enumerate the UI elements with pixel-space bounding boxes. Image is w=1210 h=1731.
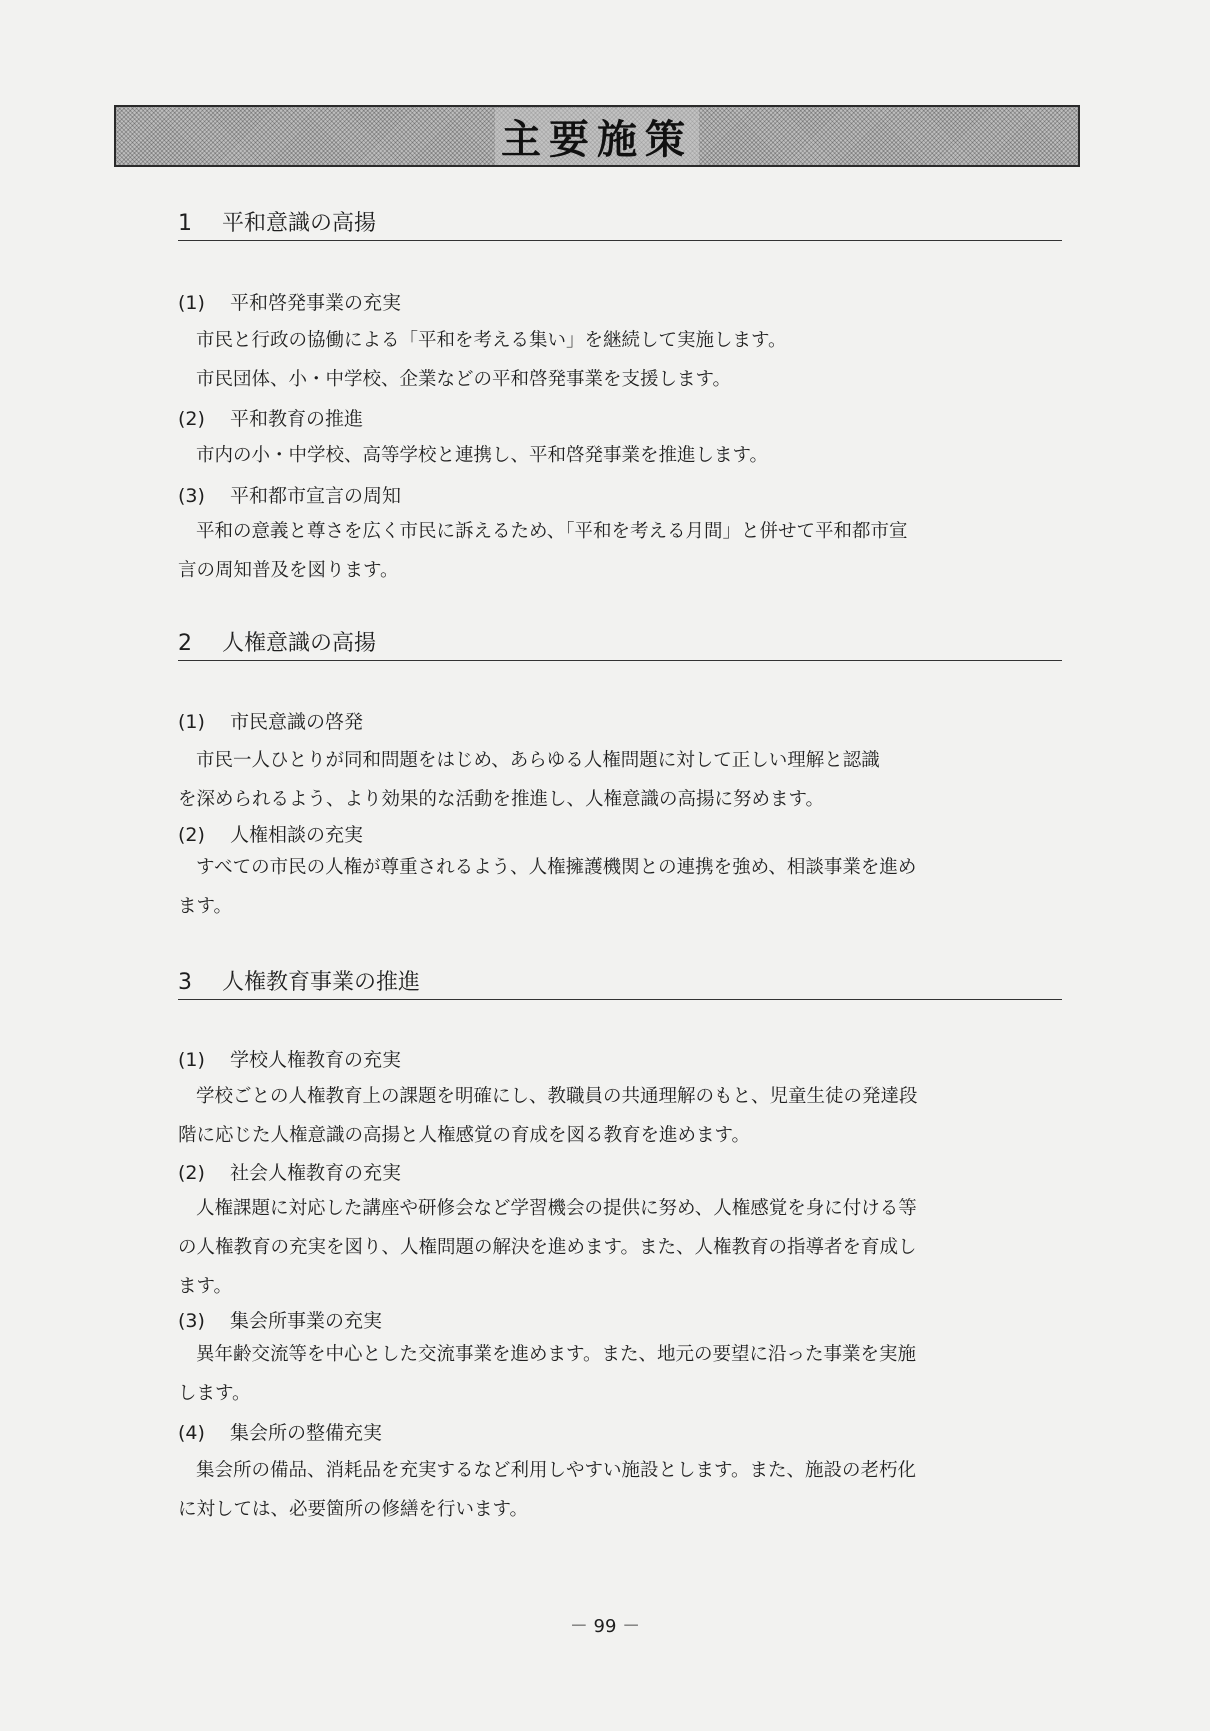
paragraph bbox=[178, 848, 1072, 926]
paragraph-line: 市民団体、小・中学校、企業などの平和啓発事業を支援します。 bbox=[196, 369, 732, 390]
page-number: － 99 － bbox=[569, 1616, 641, 1637]
section-heading-3 bbox=[178, 969, 1062, 1000]
subsection-title: 学校人権教育の充実 bbox=[230, 1049, 402, 1071]
subsection-heading bbox=[178, 483, 401, 509]
section-title: 人権意識の高揚 bbox=[222, 631, 377, 656]
subsection-heading bbox=[178, 406, 363, 432]
section-number: 2 bbox=[178, 631, 192, 656]
subsection-number: (1) bbox=[178, 292, 205, 314]
paragraph-line: します。 bbox=[178, 1383, 251, 1404]
subsection-title: 集会所の整備充実 bbox=[230, 1422, 383, 1444]
subsection-number: (1) bbox=[178, 1049, 205, 1071]
section-number: 3 bbox=[178, 970, 192, 995]
section-title: 人権教育事業の推進 bbox=[222, 970, 421, 995]
paragraph-line: 集会所の備品、消耗品を充実するなど利用しやすい施設とします。また、施設の老朽化 bbox=[196, 1460, 917, 1481]
section-heading-2 bbox=[178, 630, 1062, 661]
title-banner bbox=[114, 105, 1080, 167]
paragraph-line: 階に応じた人権意識の高揚と人権感覚の育成を図る教育を進めます。 bbox=[178, 1125, 751, 1146]
paragraph-line: すべての市民の人権が尊重されるよう、人権擁護機関との連携を強め、相談事業を進め bbox=[196, 857, 917, 878]
subsection-heading bbox=[178, 1420, 382, 1446]
paragraph-line: 市内の小・中学校、高等学校と連携し、平和啓発事業を推進します。 bbox=[196, 445, 769, 466]
subsection-number: (2) bbox=[178, 408, 205, 430]
subsection-title: 人権相談の充実 bbox=[230, 824, 364, 846]
subsection-title: 平和啓発事業の充実 bbox=[230, 292, 402, 314]
subsection-number: (3) bbox=[178, 485, 205, 507]
paragraph-line: ます。 bbox=[178, 1276, 233, 1297]
paragraph bbox=[178, 1077, 1072, 1155]
paragraph bbox=[196, 436, 1072, 475]
paragraph-line: 人権課題に対応した講座や研修会など学習機会の提供に努め、人権感覚を身に付ける等 bbox=[196, 1198, 917, 1219]
subsection-number: (2) bbox=[178, 824, 205, 846]
subsection-title: 市民意識の啓発 bbox=[230, 711, 364, 733]
paragraph bbox=[196, 321, 1072, 399]
subsection-heading bbox=[178, 290, 401, 316]
section-number: 1 bbox=[178, 211, 192, 236]
subsection-number: (1) bbox=[178, 711, 205, 733]
subsection-title: 社会人権教育の充実 bbox=[230, 1162, 402, 1184]
subsection-heading bbox=[178, 1047, 401, 1073]
paragraph bbox=[178, 512, 1072, 590]
paragraph-line: に対しては、必要箇所の修繕を行います。 bbox=[178, 1499, 529, 1520]
paragraph-line: 市民と行政の協働による「平和を考える集い」を継続して実施します。 bbox=[196, 330, 787, 351]
subsection-heading bbox=[178, 1308, 382, 1334]
paragraph-line: の人権教育の充実を図り、人権問題の解決を進めます。また、人権教育の指導者を育成し bbox=[178, 1237, 917, 1258]
paragraph bbox=[178, 1335, 1072, 1413]
subsection-heading bbox=[178, 1160, 401, 1186]
section-heading-1 bbox=[178, 210, 1062, 241]
paragraph-line: 言の周知普及を図ります。 bbox=[178, 560, 399, 581]
paragraph-line: ます。 bbox=[178, 896, 233, 917]
paragraph-line: 平和の意義と尊さを広く市民に訴えるため、「平和を考える月間」と併せて平和都市宣 bbox=[196, 521, 908, 542]
subsection-heading bbox=[178, 709, 363, 735]
subsection-number: (2) bbox=[178, 1162, 205, 1184]
subsection-title: 平和教育の推進 bbox=[230, 408, 364, 430]
subsection-number: (4) bbox=[178, 1422, 205, 1444]
subsection-title: 集会所事業の充実 bbox=[230, 1310, 383, 1332]
subsection-number: (3) bbox=[178, 1310, 205, 1332]
paragraph-line: 市民一人ひとりが同和問題をはじめ、あらゆる人権問題に対して正しい理解と認識 bbox=[196, 750, 880, 771]
paragraph-line: を深められるよう、より効果的な活動を推進し、人権意識の高揚に努めます。 bbox=[178, 789, 825, 810]
banner-title: 主要施策 bbox=[495, 108, 699, 165]
paragraph bbox=[178, 741, 1072, 819]
paragraph-line: 学校ごとの人権教育上の課題を明確にし、教職員の共通理解のもと、児童生徒の発達段 bbox=[196, 1086, 918, 1107]
paragraph bbox=[178, 1189, 1072, 1306]
subsection-heading bbox=[178, 822, 363, 848]
subsection-title: 平和都市宣言の周知 bbox=[230, 485, 402, 507]
paragraph bbox=[178, 1451, 1072, 1529]
paragraph-line: 異年齢交流等を中心とした交流事業を進めます。また、地元の要望に沿った事業を実施 bbox=[196, 1344, 917, 1365]
section-title: 平和意識の高揚 bbox=[222, 211, 377, 236]
